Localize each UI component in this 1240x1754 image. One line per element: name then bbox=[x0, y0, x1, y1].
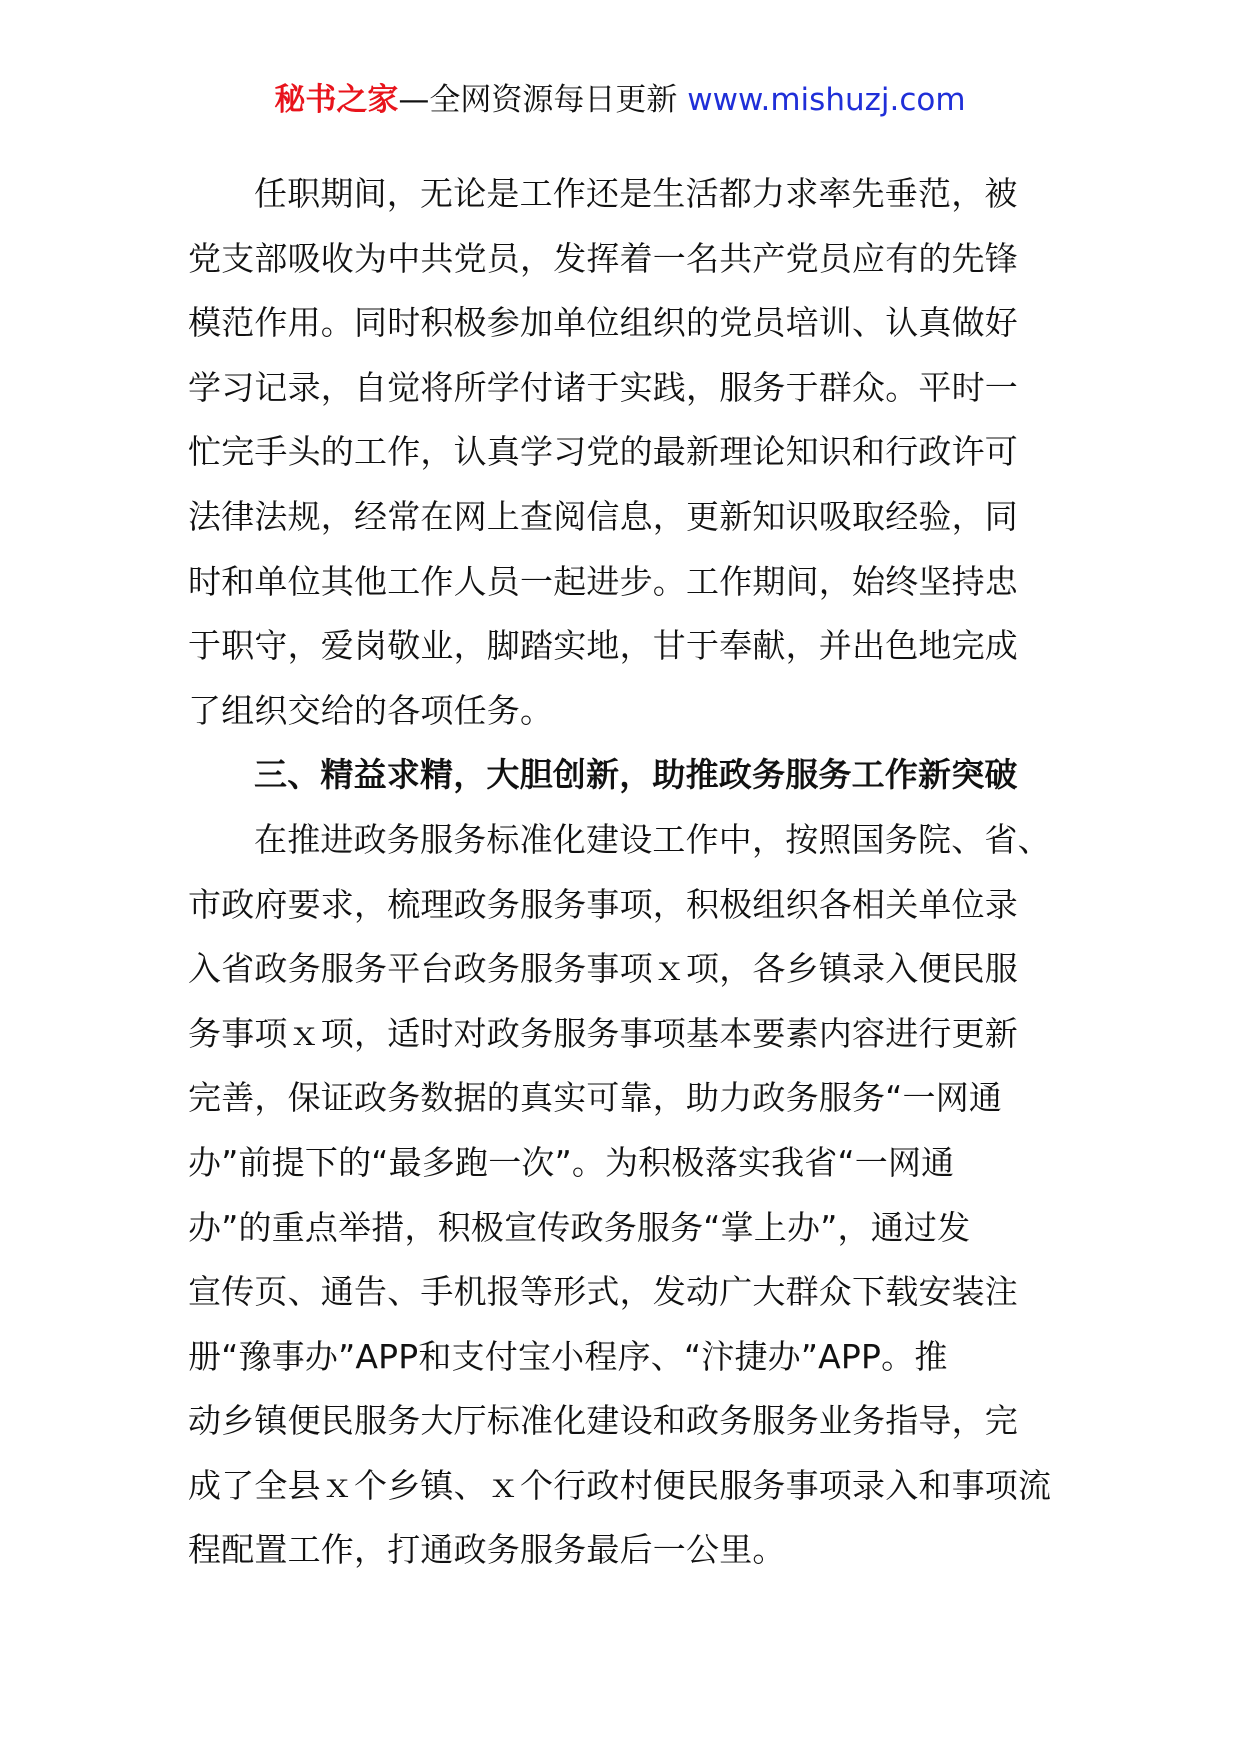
page-header bbox=[0, 78, 1240, 122]
paragraph-line: 办”的重点举措，积极宣传政务服务“掌上办”，通过发 bbox=[188, 1207, 971, 1247]
paragraph-line: 办”前提下的“最多跑一次”。为积极落实我省“一网通 bbox=[188, 1142, 955, 1182]
paragraph-line: 任职期间，无论是工作还是生活都力求率先垂范，被 bbox=[254, 174, 1018, 213]
paragraph-line: 党支部吸收为中共党员，发挥着一名共产党员应有的先锋 bbox=[188, 238, 1018, 278]
paragraph-line: 入省政务服务平台政务服务事项ｘ项，各乡镇录入便民服 bbox=[188, 949, 1018, 989]
document-body bbox=[188, 162, 1068, 1583]
paragraph-line: 于职守，爱岗敬业，脚踏实地，甘于奉献，并出色地完成 bbox=[188, 626, 1018, 666]
site-tagline: —全网资源每日更新 bbox=[398, 82, 688, 118]
paragraph-line: 务事项ｘ项，适时对政务服务事项基本要素内容进行更新 bbox=[188, 1013, 1018, 1053]
paragraph-line: 模范作用。同时积极参加单位组织的党员培训、认真做好 bbox=[188, 303, 1018, 343]
paragraph-line: 法律法规，经常在网上查阅信息，更新知识吸取经验，同 bbox=[188, 496, 1018, 536]
paragraph-line: 动乡镇便民服务大厅标准化建设和政务服务业务指导，完 bbox=[188, 1401, 1018, 1441]
paragraph-line: 学习记录，自觉将所学付诸于实践，服务于群众。平时一 bbox=[188, 367, 1018, 407]
section-heading: 三、精益求精，大胆创新，助推政务服务工作新突破 bbox=[254, 755, 1018, 795]
paragraph-line: 时和单位其他工作人员一起进步。工作期间，始终坚持忠 bbox=[188, 561, 1018, 601]
paragraph-line: 完善，保证政务数据的真实可靠，助力政务服务“一网通 bbox=[188, 1078, 1003, 1118]
paragraph-line: 忙完手头的工作，认真学习党的最新理论知识和行政许可 bbox=[188, 432, 1018, 472]
paragraph-line: 程配置工作，打通政务服务最后一公里。 bbox=[188, 1530, 786, 1570]
paragraph-line: 在推进政务服务标准化建设工作中，按照国务院、省、 bbox=[254, 819, 1051, 859]
paragraph-line: 了组织交给的各项任务。 bbox=[188, 690, 554, 730]
site-url-link[interactable]: www.mishuzj.com bbox=[687, 82, 966, 118]
paragraph-line: 市政府要求，梳理政务服务事项，积极组织各相关单位录 bbox=[188, 884, 1018, 924]
paragraph-line: 成了全县ｘ个乡镇、ｘ个行政村便民服务事项录入和事项流 bbox=[188, 1465, 1052, 1505]
paragraph-line: 册“豫事办”APP和支付宝小程序、“汴捷办”APP。推 bbox=[188, 1336, 948, 1376]
site-brand: 秘书之家 bbox=[274, 82, 399, 118]
paragraph-line: 宣传页、通告、手机报等形式，发动广大群众下载安装注 bbox=[188, 1272, 1018, 1312]
